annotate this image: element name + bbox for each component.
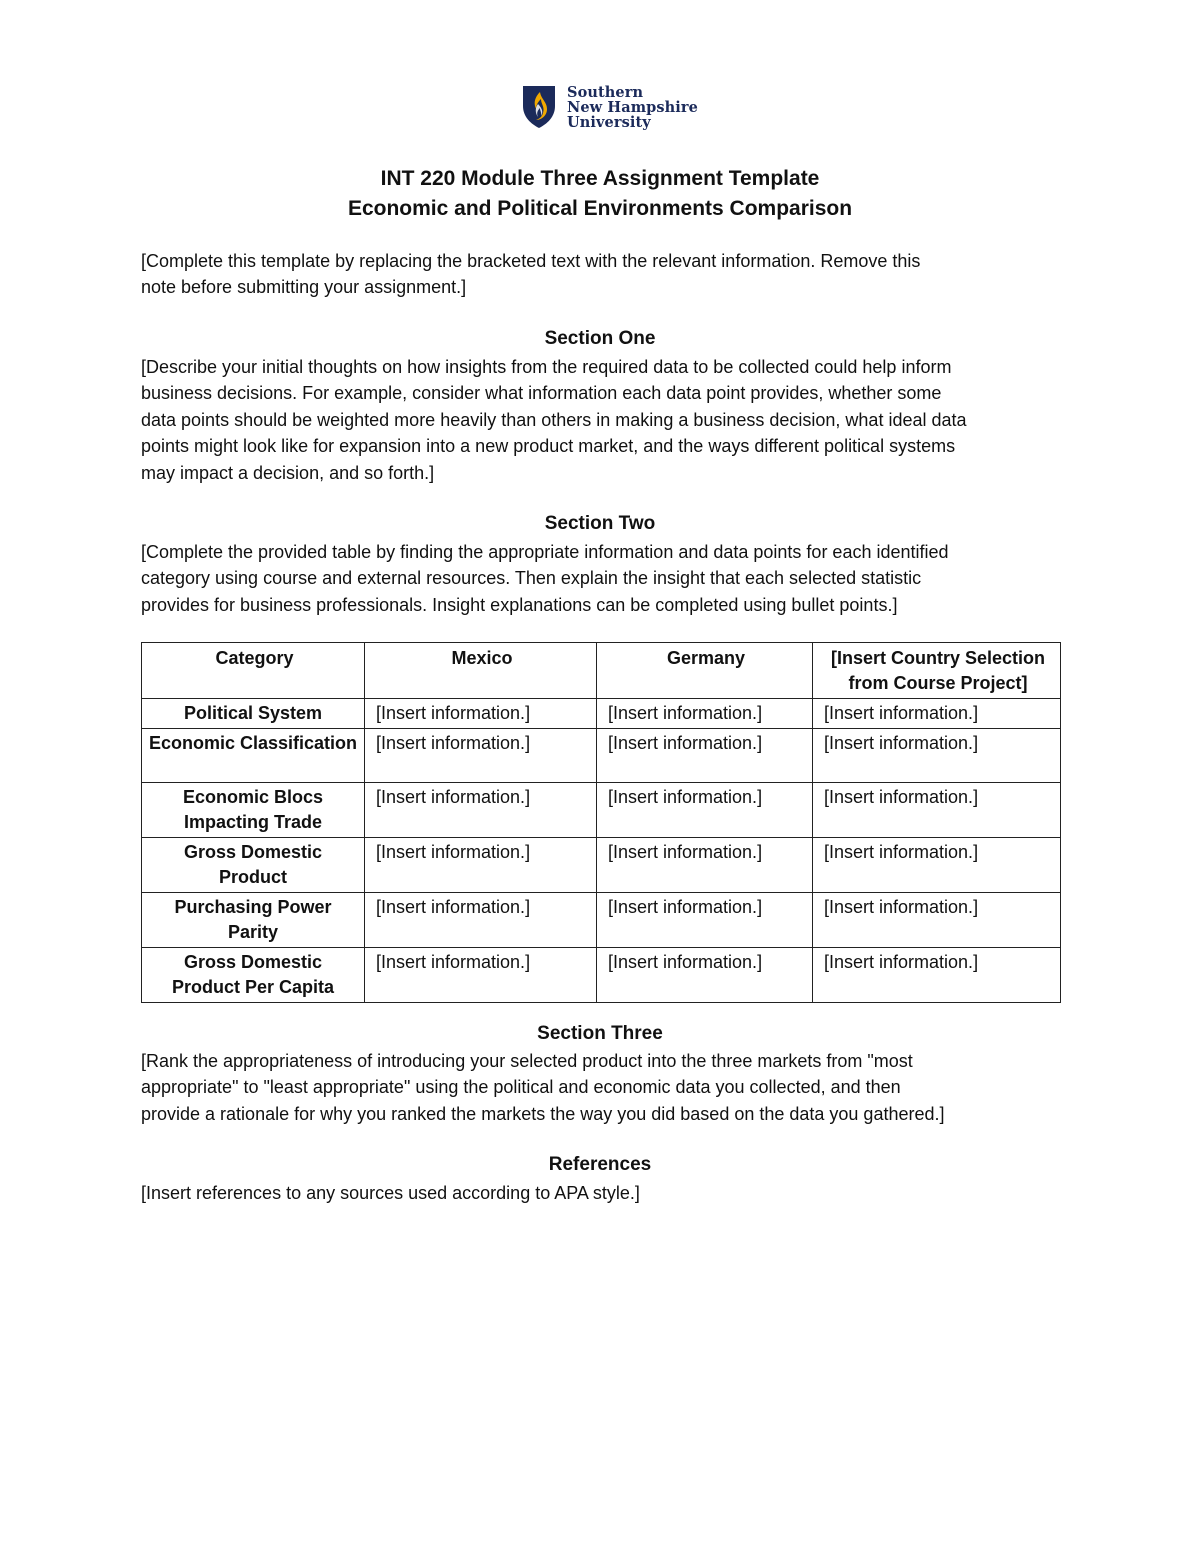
references-text: [Insert references to any sources used according to APA style.]: [141, 1183, 640, 1203]
table-row: [142, 783, 1061, 838]
section-two-line: category using course and external resources. Then explain the insight that each selected statistic: [141, 568, 922, 589]
table-cell[interactable]: [Insert information.]: [597, 783, 813, 838]
section-three-line: provide a rationale for why you ranked the markets the way you did based on the data you gathered.]: [141, 1103, 945, 1124]
header-selected-country: [Insert Country Selection from Course Project]: [813, 643, 1061, 699]
section-two-heading: Section Two: [544, 513, 656, 534]
table-cell[interactable]: [Insert information.]: [813, 948, 1061, 1003]
table-cell[interactable]: [Insert information.]: [813, 838, 1061, 893]
section-three-text: [141, 1048, 1061, 1127]
intro-note: [141, 248, 1061, 301]
table-row: [142, 893, 1061, 948]
table-cell[interactable]: [Insert information.]: [813, 783, 1061, 838]
table-cell[interactable]: [Insert information.]: [365, 893, 597, 948]
row-category: Political System: [142, 699, 365, 729]
table-cell[interactable]: [Insert information.]: [597, 838, 813, 893]
section-three-heading: Section Three: [537, 1023, 663, 1044]
section-one-line: [Describe your initial thoughts on how insights from the required data to be collected could help inform: [141, 357, 952, 377]
table-cell[interactable]: [Insert information.]: [597, 699, 813, 729]
section-one-line: business decisions. For example, consider what information each data point provides, whether some: [141, 383, 942, 404]
row-category: Economic Classification: [142, 729, 365, 783]
section-two-line: provides for business professionals. Insight explanations can be completed using bullet points.]: [141, 594, 898, 615]
logo-line-new-hampshire: New Hampshire: [567, 99, 698, 116]
intro-line: note before submitting your assignment.]: [141, 277, 467, 298]
table-row: [142, 838, 1061, 893]
title-line-2: Economic and Political Environments Comparison: [347, 197, 853, 220]
section-one-line: points might look like for expansion into a new product market, and the ways different political systems: [141, 436, 956, 457]
table-cell[interactable]: [Insert information.]: [365, 838, 597, 893]
header-mexico: Mexico: [365, 643, 597, 699]
table-row: [142, 729, 1061, 783]
logo-wordmark: [567, 84, 698, 130]
university-logo: [521, 84, 698, 132]
table-cell[interactable]: [Insert information.]: [365, 729, 597, 783]
section-two-line: [Complete the provided table by finding the appropriate information and data points for each identified: [141, 542, 949, 562]
document-title: [0, 164, 1200, 224]
section-one-line: may impact a decision, and so forth.]: [141, 462, 435, 483]
shield-flame-icon: [521, 84, 557, 130]
row-category: Economic Blocs Impacting Trade: [142, 783, 365, 838]
section-two-text: [141, 539, 1061, 618]
table-cell[interactable]: [Insert information.]: [813, 893, 1061, 948]
table-row: [142, 948, 1061, 1003]
section-one-heading: Section One: [544, 328, 656, 349]
row-category: Gross Domestic Product Per Capita: [142, 948, 365, 1003]
header-category: Category: [142, 643, 365, 699]
title-line-1: INT 220 Module Three Assignment Template: [380, 167, 820, 190]
row-category: Purchasing Power Parity: [142, 893, 365, 948]
section-three-line: appropriate" to "least appropriate" using the political and economic data you collected, and then: [141, 1077, 901, 1098]
table-cell[interactable]: [Insert information.]: [365, 699, 597, 729]
table-cell[interactable]: [Insert information.]: [813, 699, 1061, 729]
table-header-row: [142, 643, 1061, 699]
table-cell[interactable]: [Insert information.]: [597, 893, 813, 948]
logo-line-southern: Southern: [567, 84, 644, 101]
intro-line: [Complete this template by replacing the bracketed text with the relevant information. Remove this: [141, 251, 921, 271]
table-cell[interactable]: [Insert information.]: [365, 783, 597, 838]
logo-line-university: University: [567, 114, 651, 131]
table-cell[interactable]: [Insert information.]: [597, 729, 813, 783]
references-heading: References: [548, 1154, 652, 1175]
table-row: [142, 699, 1061, 729]
section-one-text: [141, 354, 1061, 486]
table-cell[interactable]: [Insert information.]: [365, 948, 597, 1003]
section-three-line: [Rank the appropriateness of introducing your selected product into the three markets from "most: [141, 1051, 913, 1071]
table-cell[interactable]: [Insert information.]: [597, 948, 813, 1003]
section-one-line: data points should be weighted more heavily than others in making a business decision, what ideal data: [141, 409, 967, 430]
row-category: Gross Domestic Product: [142, 838, 365, 893]
header-germany: Germany: [597, 643, 813, 699]
comparison-table: [141, 642, 1061, 1003]
table-cell[interactable]: [Insert information.]: [813, 729, 1061, 783]
